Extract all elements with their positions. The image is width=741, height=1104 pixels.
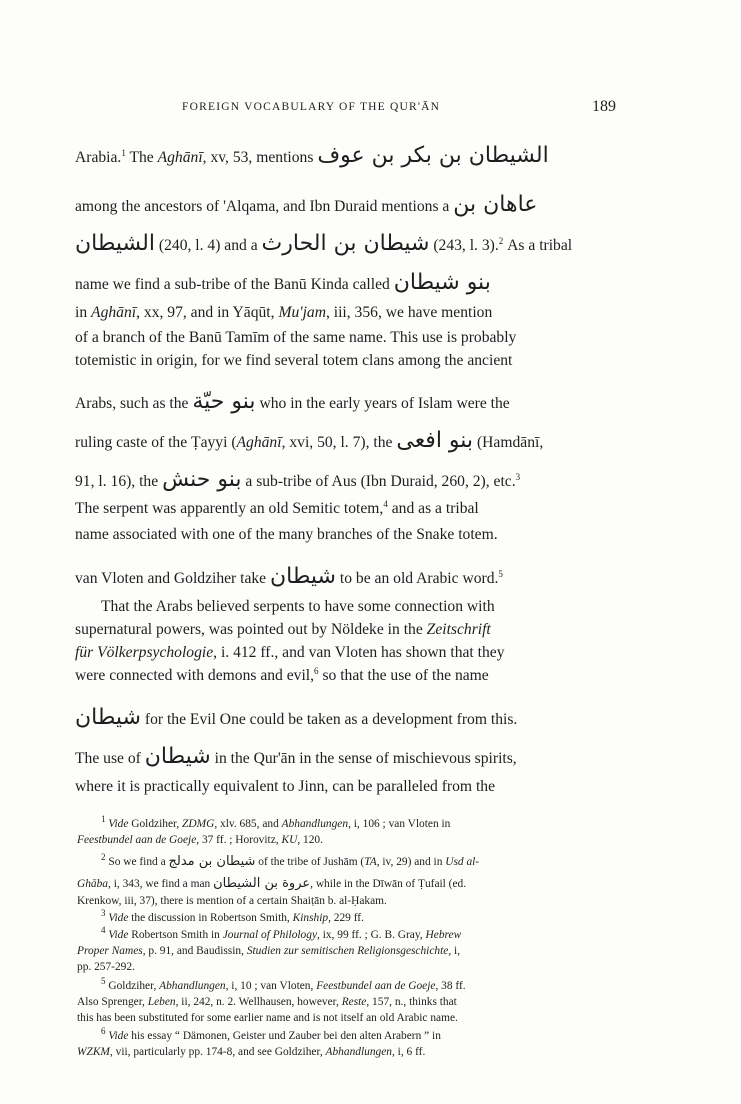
- body-line-18: [75, 705, 617, 730]
- footnote-4-line-2: [77, 945, 617, 957]
- footnote-number: 2: [101, 852, 106, 863]
- footnote-4-line-1: [101, 925, 617, 941]
- italic-text: Hebrew: [425, 929, 462, 941]
- footnote-6-line-1: [101, 1026, 617, 1042]
- text: The: [129, 149, 154, 166]
- text: , i, 6 ff.: [391, 1046, 426, 1058]
- footnote-ref[interactable]: 6: [314, 665, 319, 676]
- body-line-6: of a branch of the Banū Tamīm of the same name. This use is probably: [75, 329, 517, 346]
- text: (243, l. 3).: [433, 237, 499, 254]
- arabic-text: الشيطان بن بكر بن عوف: [317, 143, 549, 168]
- arabic-text: بنو افعى: [396, 428, 474, 453]
- body-line-2: [75, 192, 617, 217]
- footnote-5-line-1: [101, 976, 617, 992]
- body-line-4: [75, 270, 617, 295]
- footnote-number: 6: [101, 1026, 106, 1037]
- text: were connected with demons and evil,: [75, 667, 315, 684]
- arabic-text: بنو شيطان: [393, 270, 491, 295]
- footnote-5-line-3: this has been substituted for some earlier name and is not itself an old Arabic name.: [77, 1012, 458, 1024]
- arabic-text: شيطان: [144, 744, 211, 769]
- italic-text: TA: [364, 856, 377, 868]
- body-line-1: [75, 143, 617, 168]
- arabic-text: الشيطان: [75, 231, 155, 256]
- text: Also Sprenger,: [77, 996, 145, 1008]
- text: a sub-tribe of Aus (Ibn Duraid, 260, 2), etc.: [245, 473, 516, 490]
- body-line-12: name associated with one of the many branches of the Snake totem.: [75, 526, 498, 543]
- italic-text: Studien zur semitischen Religionsgeschichte: [246, 945, 449, 957]
- text: , xvi, 50, l. 7), the: [281, 434, 393, 451]
- body-line-17: [75, 667, 617, 685]
- text: name we find a sub-tribe of the Banū Kinda called: [75, 276, 390, 293]
- footnote-1-line-2: [77, 834, 617, 846]
- italic-text: Abhandlungen: [281, 818, 349, 830]
- body-line-5: [75, 304, 617, 322]
- text: and as a tribal: [391, 500, 479, 517]
- text: , iv, 29) and in: [376, 856, 443, 868]
- text: (Hamdānī,: [476, 434, 544, 451]
- footnote-number: 4: [101, 925, 106, 936]
- text: , 229 ff.: [328, 912, 364, 924]
- italic-text: Ghāba: [77, 878, 109, 890]
- footnote-2-line-2: [77, 876, 617, 891]
- text: in: [75, 304, 88, 321]
- text: , xlv. 685, and: [214, 818, 279, 830]
- text: Robertson Smith in: [131, 929, 220, 941]
- italic-text: Aghānī: [91, 304, 137, 321]
- italic-text: Mu'jam: [278, 304, 326, 321]
- text: The serpent was apparently an old Semitic totem,: [75, 500, 384, 517]
- text: among the ancestors of 'Alqama, and Ibn Duraid mentions a: [75, 198, 450, 215]
- italic-text: Vide: [108, 818, 129, 830]
- body-line-3: [75, 231, 617, 256]
- arabic-text: عروة بن الشيطان: [213, 876, 311, 891]
- footnote-number: 5: [101, 976, 106, 987]
- text: The use of: [75, 750, 141, 767]
- text: Goldziher,: [108, 980, 157, 992]
- italic-text: ZDMG: [182, 818, 215, 830]
- text: , while in the Dīwān of Ṭufail (ed.: [310, 878, 467, 890]
- footnote-ref[interactable]: 5: [498, 568, 503, 579]
- italic-text: Vide: [108, 912, 129, 924]
- text: for the Evil One could be taken as a development from this.: [144, 711, 518, 728]
- body-line-15: [75, 621, 617, 639]
- footnote-2-line-1: [101, 854, 617, 869]
- text: , ix, 99 ff. ; G. B. Gray,: [317, 929, 423, 941]
- text: so that the use of the name: [322, 667, 489, 684]
- footnote-6-line-2: [77, 1046, 617, 1058]
- text: , i, 106 ; van Vloten in: [348, 818, 451, 830]
- italic-text: Vide: [108, 1030, 129, 1042]
- footnote-1-line-1: [101, 814, 617, 830]
- body-line-9: [75, 428, 617, 453]
- text: of the tribe of Jushām (: [258, 856, 365, 868]
- text: , 120.: [297, 834, 323, 846]
- page-number: 189: [592, 98, 616, 115]
- italic-text: KU: [281, 834, 298, 846]
- footnote-ref[interactable]: 4: [383, 498, 388, 509]
- text: , ii, 242, n. 2. Wellhausen, however,: [175, 996, 339, 1008]
- text: , 37 ff. ; Horovitz,: [196, 834, 279, 846]
- italic-text: Kinship: [292, 912, 329, 924]
- footnote-ref[interactable]: 3: [515, 471, 521, 482]
- footnote-2-line-3: Krenkow, iii, 37), there is mention of a certain Shaiṭān b. al-Ḥakam.: [77, 895, 387, 907]
- italic-text: Feestbundel aan de Goeje: [316, 980, 436, 992]
- text: the discussion in Robertson Smith,: [131, 912, 290, 924]
- text: , i, 10 ; van Vloten,: [225, 980, 314, 992]
- body-line-10: [75, 467, 617, 492]
- text: , xv, 53, mentions: [202, 149, 314, 166]
- text: (240, l. 4) and a: [158, 237, 258, 254]
- text: , 157, n., thinks that: [366, 996, 457, 1008]
- arabic-text: بنو حنش: [162, 467, 242, 492]
- arabic-text: بنو حيّة: [192, 389, 256, 414]
- text: , p. 91, and Baudissin,: [142, 945, 244, 957]
- text: , i, 343, we find a man: [108, 878, 211, 890]
- italic-text: Proper Names: [77, 945, 143, 957]
- footnote-ref[interactable]: 2: [498, 235, 504, 246]
- text: van Vloten and Goldziher take: [75, 570, 267, 587]
- italic-text: Leben: [147, 996, 176, 1008]
- body-line-8: [75, 389, 617, 414]
- italic-text: WZKM: [77, 1046, 110, 1058]
- footnote-ref[interactable]: 1: [121, 147, 126, 158]
- footnote-5-line-2: [77, 996, 617, 1008]
- body-line-19: [75, 744, 617, 769]
- text: , i. 412 ff., and van Vloten has shown that they: [213, 644, 505, 661]
- running-head: FOREIGN VOCABULARY OF THE QUR'ĀN: [182, 101, 441, 113]
- footnote-3: [101, 908, 617, 924]
- text: 91, l. 16), the: [75, 473, 159, 490]
- italic-text: für Völkerpsychologie: [75, 644, 214, 661]
- footnote-number: 3: [101, 908, 106, 919]
- italic-text: Feestbundel aan de Goeje: [77, 834, 197, 846]
- text: , vii, particularly pp. 174-8, and see Goldziher,: [109, 1046, 323, 1058]
- italic-text: Aghānī: [157, 149, 203, 166]
- body-line-7: totemistic in origin, for we find several totem clans among the ancient: [75, 352, 513, 369]
- text: So we find a: [108, 856, 166, 868]
- footnote-number: 1: [101, 814, 106, 825]
- italic-text: Reste: [341, 996, 367, 1008]
- italic-text: Aghānī: [236, 434, 282, 451]
- footnote-4-line-3: pp. 257-292.: [77, 961, 135, 973]
- text: Arabs, such as the: [75, 395, 189, 412]
- italic-text: Vide: [108, 929, 129, 941]
- text: , xx, 97, and in Yāqūt,: [136, 304, 275, 321]
- text: As a tribal: [507, 237, 573, 254]
- italic-text: Journal of Philology: [222, 929, 317, 941]
- body-line-13: [75, 564, 617, 589]
- arabic-text: شيطان: [75, 705, 141, 730]
- text: , i,: [448, 945, 461, 957]
- italic-text: Abhandlungen: [159, 980, 226, 992]
- arabic-text: شيطان بن مدلج: [168, 854, 256, 869]
- text: Arabia.: [75, 149, 122, 166]
- arabic-text: شيطان: [270, 564, 336, 589]
- body-line-11: [75, 500, 617, 518]
- arabic-text: عاهان بن: [453, 192, 538, 217]
- text: his essay “ Dämonen, Geister und Zauber bei den alten Arabern ” in: [131, 1030, 441, 1042]
- text: ruling caste of the Ṭayyi (: [75, 434, 237, 451]
- text: supernatural powers, was pointed out by Nöldeke in the: [75, 621, 423, 638]
- body-line-14: That the Arabs believed serpents to have some connection with: [101, 598, 495, 615]
- italic-text: Zeitschrift: [426, 621, 491, 638]
- text: who in the early years of Islam were the: [259, 395, 510, 412]
- text: , 38 ff.: [435, 980, 466, 992]
- body-line-16: [75, 644, 617, 662]
- text: to be an old Arabic word.: [339, 570, 499, 587]
- text: in the Qur'ān in the sense of mischievous spirits,: [214, 750, 517, 767]
- text: Goldziher,: [131, 818, 180, 830]
- body-line-20: where it is practically equivalent to Jinn, can be paralleled from the: [75, 778, 496, 795]
- arabic-text: شيطان بن الحارث: [261, 231, 430, 256]
- text: , iii, 356, we have mention: [325, 304, 493, 321]
- italic-text: Usd al-: [445, 856, 480, 868]
- italic-text: Abhandlungen: [325, 1046, 392, 1058]
